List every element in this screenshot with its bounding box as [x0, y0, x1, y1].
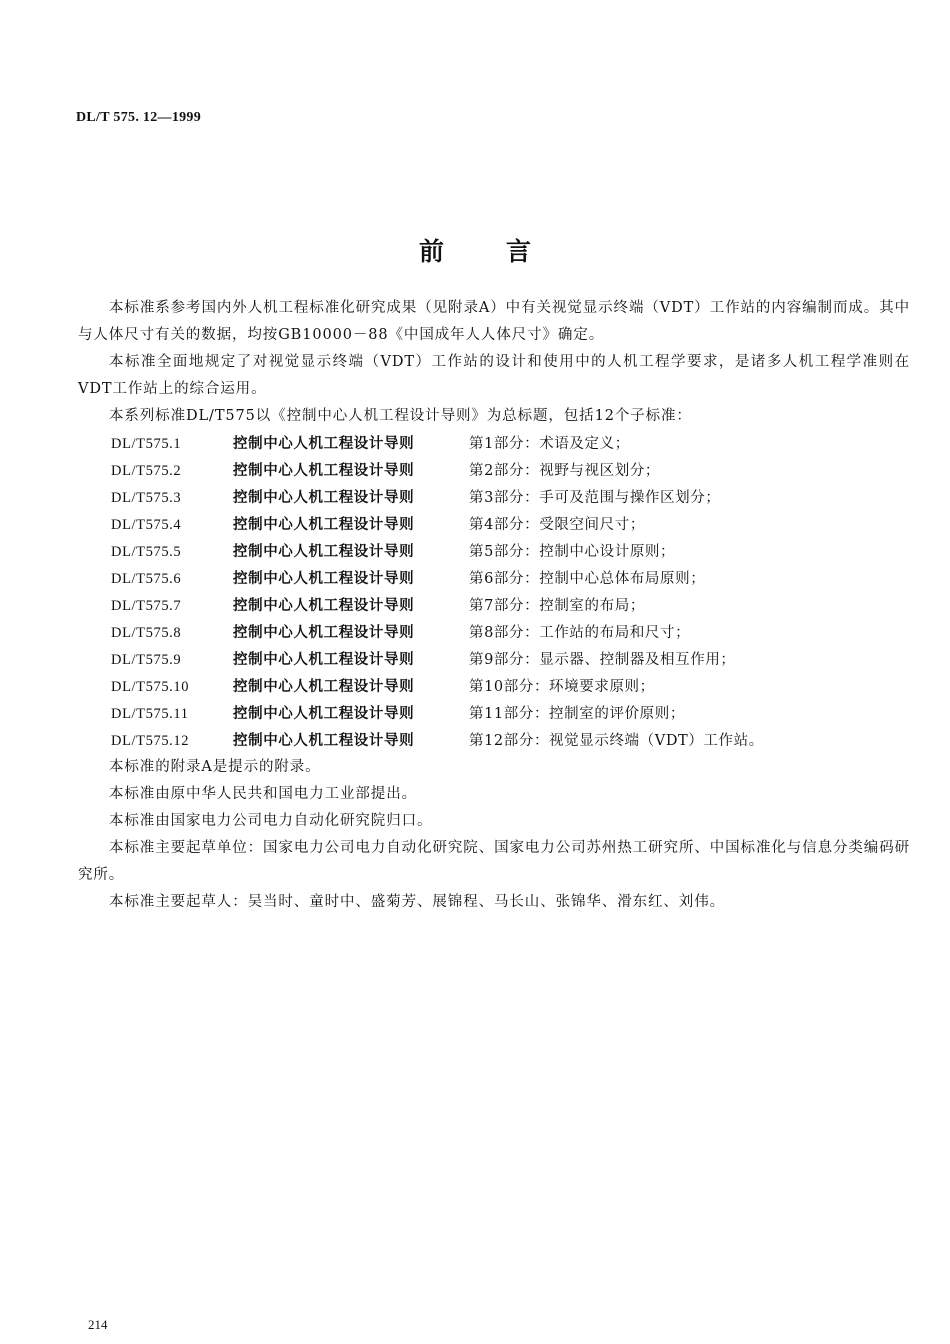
series-title: 控制中心人机工程设计导则: [233, 651, 415, 668]
list-item: [78, 565, 910, 592]
standard-code: DL/T575.3: [111, 490, 182, 506]
series-title: 控制中心人机工程设计导则: [233, 570, 415, 587]
standard-code: DL/T575.11: [111, 706, 189, 722]
series-title: 控制中心人机工程设计导则: [233, 489, 415, 506]
part-title: 第11部分：控制室的评价原则；: [469, 706, 685, 722]
series-title: 控制中心人机工程设计导则: [233, 705, 415, 722]
standard-code: DL/T575.12: [111, 733, 190, 749]
list-item: [78, 430, 910, 457]
part-title: 第12部分：视觉显示终端（VDT）工作站。: [469, 733, 764, 749]
paragraph-administrator: 本标准由国家电力公司电力自动化研究院归口。: [109, 813, 433, 829]
series-title: 控制中心人机工程设计导则: [233, 597, 415, 614]
standard-code: DL/T575.6: [111, 571, 182, 587]
list-item: [78, 538, 910, 565]
series-title: 控制中心人机工程设计导则: [233, 462, 415, 479]
standard-code: DL/T575.4: [111, 517, 182, 533]
standard-code: DL/T575.8: [111, 625, 182, 641]
list-item: [78, 484, 910, 511]
series-title: 控制中心人机工程设计导则: [233, 516, 415, 533]
part-title: 第3部分：手可及范围与操作区划分；: [469, 490, 721, 506]
part-title: 第1部分：术语及定义；: [469, 436, 630, 452]
paragraph-source: 本标准系参考国内外人机工程标准化研究成果（见附录A）中有关视觉显示终端（VDT）工作站的内容编制而成。其中与人体尺寸有关的数据，均按GB10000－88《中国成年人人体尺寸》确定。: [78, 300, 910, 343]
part-title: 第10部分：环境要求原则；: [469, 679, 655, 695]
list-item: [78, 457, 910, 484]
part-title: 第6部分：控制中心总体布局原则；: [469, 571, 706, 587]
part-title: 第9部分：显示器、控制器及相互作用；: [469, 652, 736, 668]
paragraph-appendix-note: 本标准的附录A是提示的附录。: [109, 759, 321, 775]
standard-code: DL/T575.7: [111, 598, 182, 614]
list-item: [78, 700, 910, 727]
part-title: 第5部分：控制中心设计原则；: [469, 544, 676, 560]
series-title: 控制中心人机工程设计导则: [233, 732, 415, 749]
foreword-body: [78, 295, 910, 916]
part-title: 第7部分：控制室的布局；: [469, 598, 645, 614]
list-item: [78, 619, 910, 646]
page-title: 前言: [418, 237, 593, 266]
standard-code: DL/T575.2: [111, 463, 182, 479]
series-title: 控制中心人机工程设计导则: [233, 624, 415, 641]
document-code-header: DL/T 575. 12—1999: [76, 110, 202, 125]
paragraph-series-intro: 本系列标准DL/T575以《控制中心人机工程设计导则》为总标题，包括12个子标准：: [109, 408, 692, 424]
series-title: 控制中心人机工程设计导则: [233, 435, 415, 452]
paragraph-proposer: 本标准由原中华人民共和国电力工业部提出。: [109, 786, 417, 802]
part-title: 第8部分：工作站的布局和尺寸；: [469, 625, 691, 641]
standard-code: DL/T575.1: [111, 436, 182, 452]
series-title: 控制中心人机工程设计导则: [233, 543, 415, 560]
list-item: [78, 646, 910, 673]
part-title: 第2部分：视野与视区划分；: [469, 463, 661, 479]
standard-code: DL/T575.10: [111, 679, 190, 695]
list-item: [78, 511, 910, 538]
series-list: [78, 430, 910, 754]
paragraph-drafters: 本标准主要起草人：吴当时、童时中、盛菊芳、展锦程、马长山、张锦华、滑东红、刘伟。: [109, 894, 725, 910]
standard-code: DL/T575.9: [111, 652, 182, 668]
page-number: 214: [88, 1317, 108, 1332]
list-item: [78, 727, 910, 754]
paragraph-drafting-units: 本标准主要起草单位：国家电力公司电力自动化研究院、国家电力公司苏州热工研究所、中国标准化与信息分类编码研究所。: [78, 840, 910, 883]
standard-code: DL/T575.5: [111, 544, 182, 560]
part-title: 第4部分：受限空间尺寸；: [469, 517, 645, 533]
series-title: 控制中心人机工程设计导则: [233, 678, 415, 695]
list-item: [78, 673, 910, 700]
paragraph-scope: 本标准全面地规定了对视觉显示终端（VDT）工作站的设计和使用中的人机工程学要求，是诸多人机工程学准则在VDT工作站上的综合运用。: [78, 354, 910, 397]
list-item: [78, 592, 910, 619]
